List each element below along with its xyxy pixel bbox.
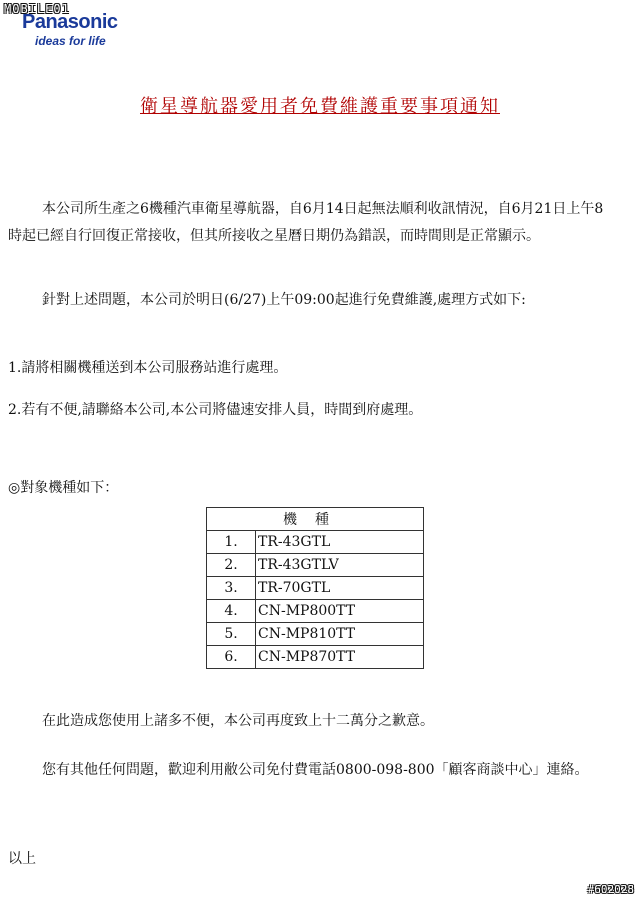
table-row [207,600,424,623]
signoff: 以上 [8,851,36,867]
row-number: 4. [207,600,256,623]
paragraph-situation: 本公司所生產之6機種汽車衛星導航器，自6月14日起無法順利收訊情況，自6月21日上午8時起已經自行回復正常接收，但其所接收之星曆日期仍為錯誤，而時間則是正常顯示。 [8,201,604,244]
notice-title: 衛星導航器愛用者免費維護重要事項通知 [140,96,500,117]
model-name: TR-43GTL [256,531,424,554]
table-row [207,646,424,669]
model-name: CN-MP810TT [256,623,424,646]
row-number: 5. [207,623,256,646]
table-header-row [207,508,424,531]
logo-brand: Panasonic [22,11,118,33]
table-row [207,623,424,646]
image-id-stamp: #602028 [587,883,634,896]
target-models-label: ◎對象機種如下： [8,480,119,496]
logo-slogan: ideas for life [35,34,106,48]
table-header: 機種 [207,508,424,531]
row-number: 1. [207,531,256,554]
watermark: MOBILE01 [4,2,70,16]
table-row [207,577,424,600]
models-table [206,507,424,669]
row-number: 6. [207,646,256,669]
paragraph-apology: 在此造成您使用上諸多不便，本公司再度致上十二萬分之歉意。 [42,713,434,729]
list-item-1: 1.請將相關機種送到本公司服務站進行處理。 [8,360,288,376]
model-name: CN-MP800TT [256,600,424,623]
list-item-2: 2.若有不便,請聯絡本公司,本公司將儘速安排人員，時間到府處理。 [8,402,423,418]
model-name: CN-MP870TT [256,646,424,669]
row-number: 2. [207,554,256,577]
row-number: 3. [207,577,256,600]
table-row [207,531,424,554]
model-name: TR-43GTLV [256,554,424,577]
paragraph-contact: 您有其他任何問題，歡迎利用敝公司免付費電話0800-098-800「顧客商談中心」連絡。 [42,762,589,778]
model-name: TR-70GTL [256,577,424,600]
paragraph-maintenance: 針對上述問題，本公司於明日(6/27)上午09:00起進行免費維護,處理方式如下: [42,292,526,308]
panasonic-logo [22,12,118,47]
table-row [207,554,424,577]
